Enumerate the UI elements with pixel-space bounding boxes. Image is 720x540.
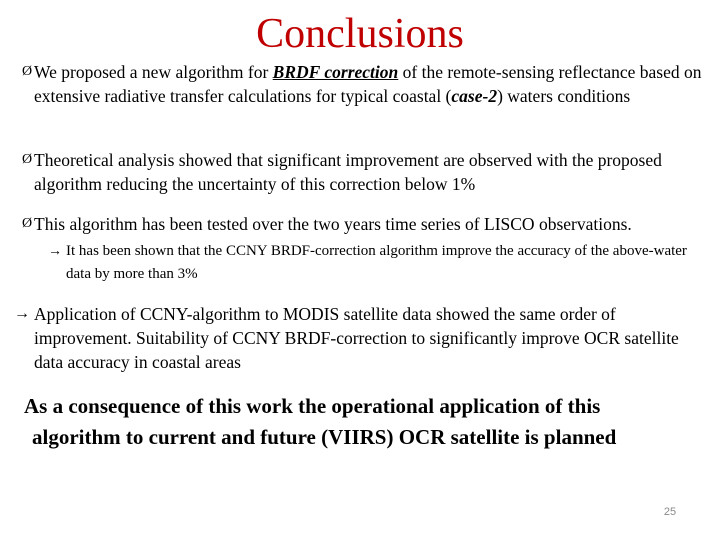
sub-bullet-item [48, 240, 708, 286]
bullet-text-part: ) waters conditions [497, 86, 631, 106]
conclusion-statement [24, 391, 714, 453]
bullet-emphasis: BRDF correction [272, 62, 399, 82]
bullet-marker-icon: Ø [22, 64, 33, 79]
bullet-emphasis: case-2 [451, 86, 498, 106]
arrow-bullet-text: Application of CCNY-algorithm to MODIS satellite data showed the same order of improvement. Suitability of CCNY BRDF-correction to significantly improve OCR satellite data accuracy in coastal areas [34, 304, 679, 372]
bullet-item-testing [22, 212, 712, 236]
page-number: 25 [663, 506, 677, 518]
bullet-text-part: of the remote-sensing reflectance based on extensive radiative transfer calculations for typical coastal ( [34, 62, 702, 106]
conclusion-line: algorithm to current and future (VIIRS) OCR satellite is planned [32, 425, 617, 449]
sub-bullet-text: It has been shown that the CCNY BRDF-correction algorithm improve the accuracy of the above-water data by more than 3% [66, 243, 687, 282]
bullet-item-algorithm [22, 60, 712, 108]
slide-title: Conclusions [256, 11, 464, 57]
bullet-text: Theoretical analysis showed that significant improvement are observed with the proposed algorithm reducing the uncertainty of this correction below 1% [34, 150, 662, 194]
bullet-text-part: We proposed a new algorithm for [34, 62, 273, 82]
bullet-marker-icon: Ø [22, 152, 33, 167]
arrow-bullet-item [14, 302, 708, 374]
bullet-text [34, 60, 712, 108]
bullet-text: This algorithm has been tested over the two years time series of LISCO observations. [34, 214, 632, 234]
bullet-marker-icon: Ø [22, 216, 33, 231]
bullet-item-analysis [22, 148, 712, 196]
arrow-right-icon: → [48, 244, 62, 259]
arrow-right-icon: → [14, 305, 30, 322]
conclusion-line: As a consequence of this work the operational application of this [24, 394, 601, 418]
